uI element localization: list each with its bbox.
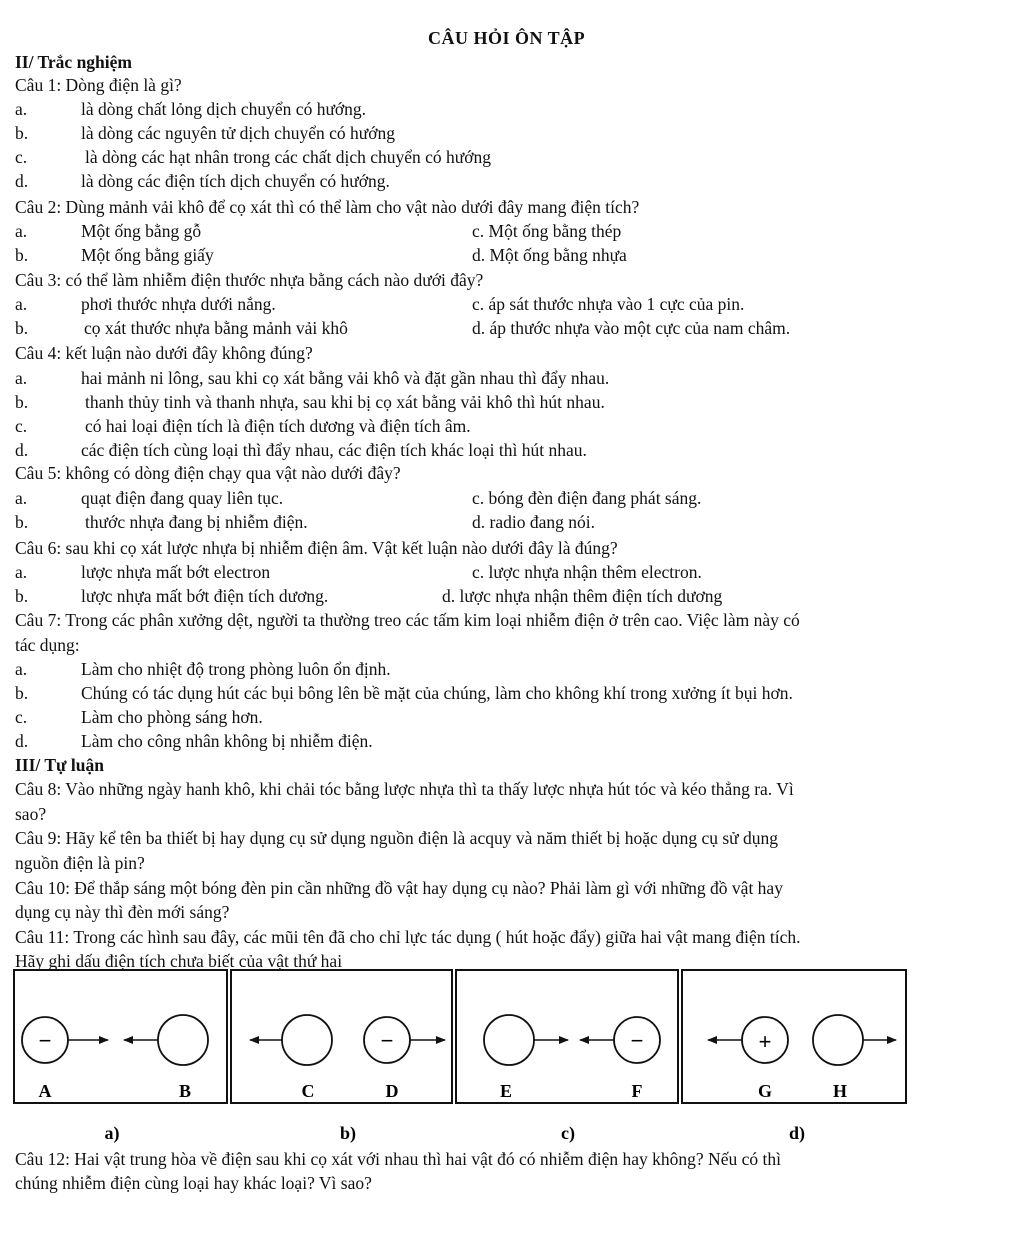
label-c: C [301,1081,315,1101]
charge-a-sign: − [38,1028,52,1053]
q4-option-a: hai mảnh ni lông, sau khi cọ xát bằng vải khô và đặt gần nhau thì đẩy nhau. [81,368,610,388]
charge-d-sign: − [380,1028,394,1053]
q4-option-b: thanh thủy tinh và thanh nhựa, sau khi bị cọ xát bằng vải khô thì hút nhau. [85,392,605,412]
question-8-line-1: Câu 8: Vào những ngày hanh khô, khi chải tóc bằng lược nhựa thì ta thấy lược nhựa hút tóc và kéo thẳng ra. Vì [15,779,794,799]
caption-a: a) [104,1123,120,1143]
option-letter: b. [15,586,29,606]
label-h: H [832,1081,848,1101]
q5-option-b: thước nhựa đang bị nhiễm điện. [85,512,308,532]
q7-option-a: Làm cho nhiệt độ trong phòng luôn ổn định. [81,659,391,679]
option-letter: b. [15,512,29,532]
charge-force-diagram [0,940,1024,1150]
question-6: Câu 6: sau khi cọ xát lược nhựa bị nhiễm điện âm. Vật kết luận nào dưới đây là đúng? [15,538,618,558]
q7-option-b: Chúng có tác dụng hút các bụi bông lên bề mặt của chúng, làm cho không khí trong xưởng ít bụi hơn. [81,683,793,703]
question-4: Câu 4: kết luận nào dưới đây không đúng? [15,343,313,363]
page-title: CÂU HỎI ÔN TẬP [428,28,586,48]
question-5: Câu 5: không có dòng điện chạy qua vật nào dưới đây? [15,463,401,483]
charge-h [813,1015,863,1065]
charge-g-sign: + [758,1029,772,1054]
q5-option-d: d. radio đang nói. [472,512,595,532]
option-letter: d. [15,171,29,191]
q6-option-b: lược nhựa mất bớt điện tích dương. [81,586,329,606]
q2-option-a: Một ống bằng gỗ [81,221,202,241]
charge-f-sign: − [630,1028,644,1053]
question-11-line-1: Câu 11: Trong các hình sau đây, các mũi tên đã cho chỉ lực tác dụng ( hút hoặc đẩy) giữa hai vật mang điện tích. [15,927,801,947]
option-letter: b. [15,245,29,265]
caption-d: d) [788,1123,806,1143]
q6-option-a: lược nhựa mất bớt electron [81,562,271,582]
q2-option-b: Một ống bằng giấy [81,245,214,265]
q3-option-c: c. áp sát thước nhựa vào 1 cực của pin. [472,294,745,314]
option-letter: c. [15,416,28,436]
panel-d-box [682,970,906,1103]
question-7-line-2: tác dụng: [15,635,80,655]
q6-option-d: d. lược nhựa nhận thêm điện tích dương [442,586,723,606]
option-letter: a. [15,488,28,508]
option-letter: a. [15,368,28,388]
question-11-line-2: Hãy ghi dấu điện tích chưa biết của vật thứ hai [15,951,343,971]
label-f: F [631,1081,643,1101]
q1-option-b: là dòng các nguyên tử dịch chuyển có hướng [81,123,395,143]
question-8-line-2: sao? [15,804,47,824]
q2-option-c: c. Một ống bằng thép [472,221,622,241]
option-letter: b. [15,683,29,703]
section-heading-multiple-choice: II/ Trắc nghiệm [15,52,132,72]
option-letter: c. [15,707,28,727]
q5-option-a: quạt điện đang quay liên tục. [81,488,284,508]
charge-c [282,1015,332,1065]
q7-option-c: Làm cho phòng sáng hơn. [81,707,263,727]
q4-option-d: các điện tích cùng loại thì đẩy nhau, các điện tích khác loại thì hút nhau. [81,440,587,460]
charge-b [158,1015,208,1065]
q4-option-c: có hai loại điện tích là điện tích dương và điện tích âm. [85,416,471,436]
q3-option-a: phơi thước nhựa dưới nắng. [81,294,276,314]
option-letter: a. [15,99,28,119]
q5-option-c: c. bóng đèn điện đang phát sáng. [472,488,702,508]
option-letter: c. [15,147,28,167]
q3-option-d: d. áp thước nhựa vào một cực của nam châm. [472,318,791,338]
charge-e [484,1015,534,1065]
question-12-line-1: Câu 12: Hai vật trung hòa về điện sau khi cọ xát với nhau thì hai vật đó có nhiễm điện hay không? Nếu có thì [15,1149,781,1169]
label-e: E [499,1081,513,1101]
option-letter: a. [15,562,28,582]
question-12-line-2: chúng nhiễm điện cùng loại hay khác loại? Vì sao? [15,1173,372,1193]
option-letter: b. [15,123,29,143]
q2-option-d: d. Một ống bằng nhựa [472,245,627,265]
caption-c: c) [561,1123,575,1143]
section-heading-essay: III/ Tự luận [15,755,104,775]
label-d: D [385,1081,399,1101]
question-2: Câu 2: Dùng mảnh vải khô để cọ xát thì có thể làm cho vật nào dưới đây mang điện tích? [15,197,640,217]
q7-option-d: Làm cho công nhân không bị nhiễm điện. [81,731,373,751]
option-letter: b. [15,318,29,338]
panel-b-box [231,970,452,1103]
option-letter: a. [15,659,28,679]
q3-option-b: cọ xát thước nhựa bằng mảnh vải khô [84,318,348,338]
label-b: B [178,1081,192,1101]
option-letter: a. [15,294,28,314]
question-10-line-1: Câu 10: Để thắp sáng một bóng đèn pin cần những đồ vật hay dụng cụ nào? Phải làm gì với những đồ vật hay [15,878,783,898]
option-letter: d. [15,440,29,460]
option-letter: d. [15,731,29,751]
q1-option-c: là dòng các hạt nhân trong các chất dịch chuyển có hướng [85,147,492,167]
option-letter: a. [15,221,28,241]
q6-option-c: c. lược nhựa nhận thêm electron. [472,562,702,582]
question-9-line-1: Câu 9: Hãy kể tên ba thiết bị hay dụng cụ sử dụng nguồn điện là acquy và năm thiết bị hoặc dụng cụ sử dụng [15,828,779,848]
question-1: Câu 1: Dòng điện là gì? [15,75,182,95]
question-3: Câu 3: có thể làm nhiễm điện thước nhựa bằng cách nào dưới đây? [15,270,484,290]
option-letter: b. [15,392,29,412]
label-g: G [757,1081,773,1101]
q1-option-d: là dòng các điện tích dịch chuyển có hướng. [81,171,390,191]
question-9-line-2: nguồn điện là pin? [15,853,145,873]
label-a: A [38,1081,52,1101]
q1-option-a: là dòng chất lỏng dịch chuyển có hướng. [81,99,367,119]
caption-b: b) [339,1123,357,1143]
question-10-line-2: dụng cụ này thì đèn mới sáng? [15,902,230,922]
question-7-line-1: Câu 7: Trong các phân xưởng dệt, người ta thường treo các tấm kim loại nhiễm điện ở trên cao. Việc làm này có [15,610,800,630]
